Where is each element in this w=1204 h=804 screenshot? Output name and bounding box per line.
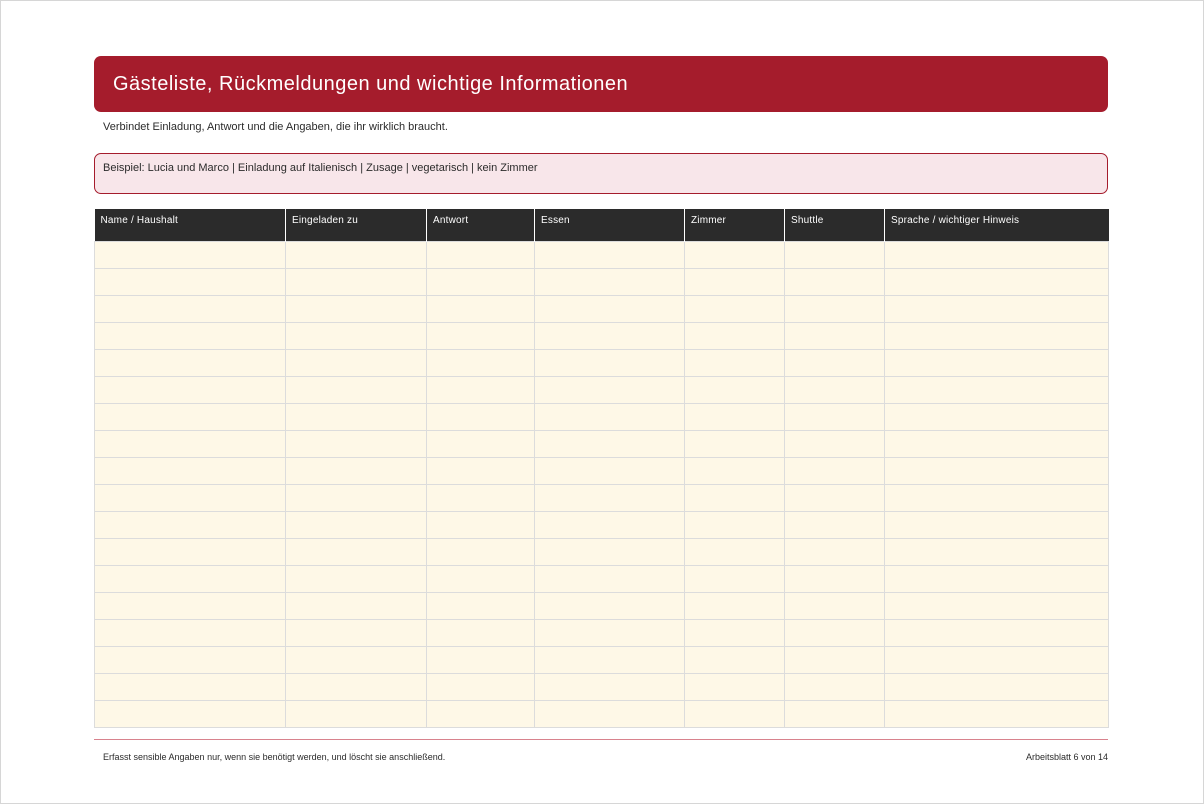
table-cell[interactable] — [427, 592, 535, 619]
table-cell[interactable] — [535, 295, 685, 322]
table-cell[interactable] — [286, 403, 427, 430]
table-cell[interactable] — [785, 619, 885, 646]
table-row — [95, 268, 1109, 295]
table-cell[interactable] — [95, 646, 286, 673]
table-cell[interactable] — [286, 241, 427, 268]
table-cell[interactable] — [535, 538, 685, 565]
table-cell[interactable] — [95, 241, 286, 268]
table-cell[interactable] — [535, 457, 685, 484]
column-header-language-note: Sprache / wichtiger Hinweis — [885, 209, 1109, 241]
table-cell[interactable] — [785, 349, 885, 376]
table-cell[interactable] — [286, 457, 427, 484]
table-cell[interactable] — [685, 646, 785, 673]
table-row — [95, 619, 1109, 646]
table-cell[interactable] — [885, 430, 1109, 457]
table-cell[interactable] — [685, 241, 785, 268]
table-row — [95, 673, 1109, 700]
table-cell[interactable] — [685, 268, 785, 295]
table-cell[interactable] — [427, 430, 535, 457]
table-cell[interactable] — [785, 700, 885, 727]
table-cell[interactable] — [95, 322, 286, 349]
column-header-food: Essen — [535, 209, 685, 241]
column-header-name: Name / Haushalt — [95, 209, 286, 241]
table-cell[interactable] — [95, 565, 286, 592]
table-cell[interactable] — [885, 268, 1109, 295]
table-cell[interactable] — [885, 322, 1109, 349]
table-cell[interactable] — [785, 673, 885, 700]
table-cell[interactable] — [885, 646, 1109, 673]
table-cell[interactable] — [286, 511, 427, 538]
table-cell[interactable] — [685, 538, 785, 565]
table-cell[interactable] — [427, 484, 535, 511]
table-cell[interactable] — [785, 376, 885, 403]
column-header-room: Zimmer — [685, 209, 785, 241]
table-cell[interactable] — [885, 241, 1109, 268]
table-row — [95, 322, 1109, 349]
table-cell[interactable] — [95, 403, 286, 430]
table-row — [95, 376, 1109, 403]
column-header-response: Antwort — [427, 209, 535, 241]
table-cell[interactable] — [427, 268, 535, 295]
table-cell[interactable] — [286, 295, 427, 322]
table-cell[interactable] — [885, 349, 1109, 376]
table-cell[interactable] — [95, 700, 286, 727]
table-cell[interactable] — [427, 700, 535, 727]
table-cell[interactable] — [785, 241, 885, 268]
table-cell[interactable] — [427, 322, 535, 349]
table-cell[interactable] — [785, 430, 885, 457]
table-cell[interactable] — [535, 565, 685, 592]
table-cell[interactable] — [685, 430, 785, 457]
table-cell[interactable] — [427, 241, 535, 268]
table-cell[interactable] — [286, 592, 427, 619]
table-row — [95, 700, 1109, 727]
table-cell[interactable] — [95, 457, 286, 484]
table-cell[interactable] — [685, 484, 785, 511]
table-cell[interactable] — [885, 565, 1109, 592]
table-cell[interactable] — [535, 403, 685, 430]
table-cell[interactable] — [785, 322, 885, 349]
table-cell[interactable] — [885, 403, 1109, 430]
table-cell[interactable] — [95, 592, 286, 619]
table-cell[interactable] — [535, 241, 685, 268]
table-cell[interactable] — [427, 619, 535, 646]
table-cell[interactable] — [427, 646, 535, 673]
table-cell[interactable] — [685, 700, 785, 727]
table-row — [95, 403, 1109, 430]
table-header-row — [95, 209, 1109, 241]
table-cell[interactable] — [885, 511, 1109, 538]
guest-table — [94, 209, 1109, 728]
table-cell[interactable] — [685, 295, 785, 322]
table-cell[interactable] — [885, 295, 1109, 322]
table-cell[interactable] — [535, 484, 685, 511]
table-cell[interactable] — [286, 673, 427, 700]
table-cell[interactable] — [885, 538, 1109, 565]
table-cell[interactable] — [427, 565, 535, 592]
table-cell[interactable] — [785, 268, 885, 295]
table-cell[interactable] — [95, 538, 286, 565]
table-cell[interactable] — [535, 673, 685, 700]
table-cell[interactable] — [286, 484, 427, 511]
table-row — [95, 565, 1109, 592]
table-row — [95, 295, 1109, 322]
table-cell[interactable] — [286, 430, 427, 457]
table-cell[interactable] — [427, 349, 535, 376]
table-cell[interactable] — [286, 349, 427, 376]
table-cell[interactable] — [785, 457, 885, 484]
footer-divider — [94, 739, 1108, 740]
table-cell[interactable] — [885, 457, 1109, 484]
table-cell[interactable] — [885, 592, 1109, 619]
table-cell[interactable] — [685, 619, 785, 646]
table-cell[interactable] — [885, 619, 1109, 646]
table-cell[interactable] — [685, 592, 785, 619]
table-cell[interactable] — [685, 511, 785, 538]
table-cell[interactable] — [427, 673, 535, 700]
table-cell[interactable] — [286, 619, 427, 646]
table-cell[interactable] — [95, 673, 286, 700]
table-cell[interactable] — [427, 403, 535, 430]
table-cell[interactable] — [785, 565, 885, 592]
table-cell[interactable] — [95, 295, 286, 322]
table-cell[interactable] — [535, 700, 685, 727]
table-row — [95, 538, 1109, 565]
table-cell[interactable] — [785, 592, 885, 619]
table-cell[interactable] — [785, 511, 885, 538]
table-cell[interactable] — [535, 430, 685, 457]
table-cell[interactable] — [427, 511, 535, 538]
table-cell[interactable] — [785, 295, 885, 322]
table-row — [95, 511, 1109, 538]
table-row — [95, 646, 1109, 673]
table-cell[interactable] — [685, 457, 785, 484]
table-cell[interactable] — [286, 700, 427, 727]
table-cell[interactable] — [685, 403, 785, 430]
table-cell[interactable] — [535, 511, 685, 538]
table-cell[interactable] — [286, 376, 427, 403]
page-subtitle: Verbindet Einladung, Antwort und die Angaben, die ihr wirklich braucht. — [103, 121, 448, 133]
table-cell[interactable] — [885, 484, 1109, 511]
table-cell[interactable] — [286, 322, 427, 349]
table-cell[interactable] — [885, 376, 1109, 403]
table-cell[interactable] — [785, 646, 885, 673]
table-row — [95, 484, 1109, 511]
table-cell[interactable] — [95, 376, 286, 403]
table-cell[interactable] — [785, 538, 885, 565]
table-cell[interactable] — [885, 700, 1109, 727]
table-cell[interactable] — [95, 430, 286, 457]
page-title: Gästeliste, Rückmeldungen und wichtige Informationen — [113, 72, 629, 95]
table-cell[interactable] — [286, 538, 427, 565]
table-cell[interactable] — [785, 484, 885, 511]
table-cell[interactable] — [286, 646, 427, 673]
table-row — [95, 430, 1109, 457]
table-cell[interactable] — [535, 349, 685, 376]
table-cell[interactable] — [286, 268, 427, 295]
table-cell[interactable] — [95, 619, 286, 646]
table-cell[interactable] — [535, 268, 685, 295]
example-box — [94, 153, 1108, 194]
table-row — [95, 592, 1109, 619]
table-cell[interactable] — [95, 349, 286, 376]
table-cell[interactable] — [95, 511, 286, 538]
table-cell[interactable] — [427, 457, 535, 484]
table-cell[interactable] — [885, 673, 1109, 700]
table-cell[interactable] — [685, 349, 785, 376]
column-header-invited: Eingeladen zu — [286, 209, 427, 241]
table-cell[interactable] — [535, 592, 685, 619]
example-text: Beispiel: Lucia und Marco | Einladung auf Italienisch | Zusage | vegetarisch | kein Zimmer — [103, 162, 538, 174]
footer-note: Erfasst sensible Angaben nur, wenn sie benötigt werden, und löscht sie anschließend. — [103, 752, 446, 762]
table-cell[interactable] — [286, 565, 427, 592]
page-number: Arbeitsblatt 6 von 14 — [1025, 752, 1108, 762]
table-cell[interactable] — [685, 673, 785, 700]
table-body — [95, 241, 1109, 727]
table-row — [95, 241, 1109, 268]
table-cell[interactable] — [427, 538, 535, 565]
table-cell[interactable] — [535, 619, 685, 646]
table-cell[interactable] — [535, 376, 685, 403]
table-cell[interactable] — [535, 322, 685, 349]
table-row — [95, 457, 1109, 484]
title-bar — [94, 56, 1108, 112]
column-header-shuttle: Shuttle — [785, 209, 885, 241]
table-row — [95, 349, 1109, 376]
table-cell[interactable] — [535, 646, 685, 673]
table-cell[interactable] — [685, 322, 785, 349]
table-cell[interactable] — [427, 376, 535, 403]
table-cell[interactable] — [427, 295, 535, 322]
table-cell[interactable] — [95, 484, 286, 511]
table-cell[interactable] — [685, 376, 785, 403]
table-cell[interactable] — [95, 268, 286, 295]
table-cell[interactable] — [785, 403, 885, 430]
table-cell[interactable] — [685, 565, 785, 592]
